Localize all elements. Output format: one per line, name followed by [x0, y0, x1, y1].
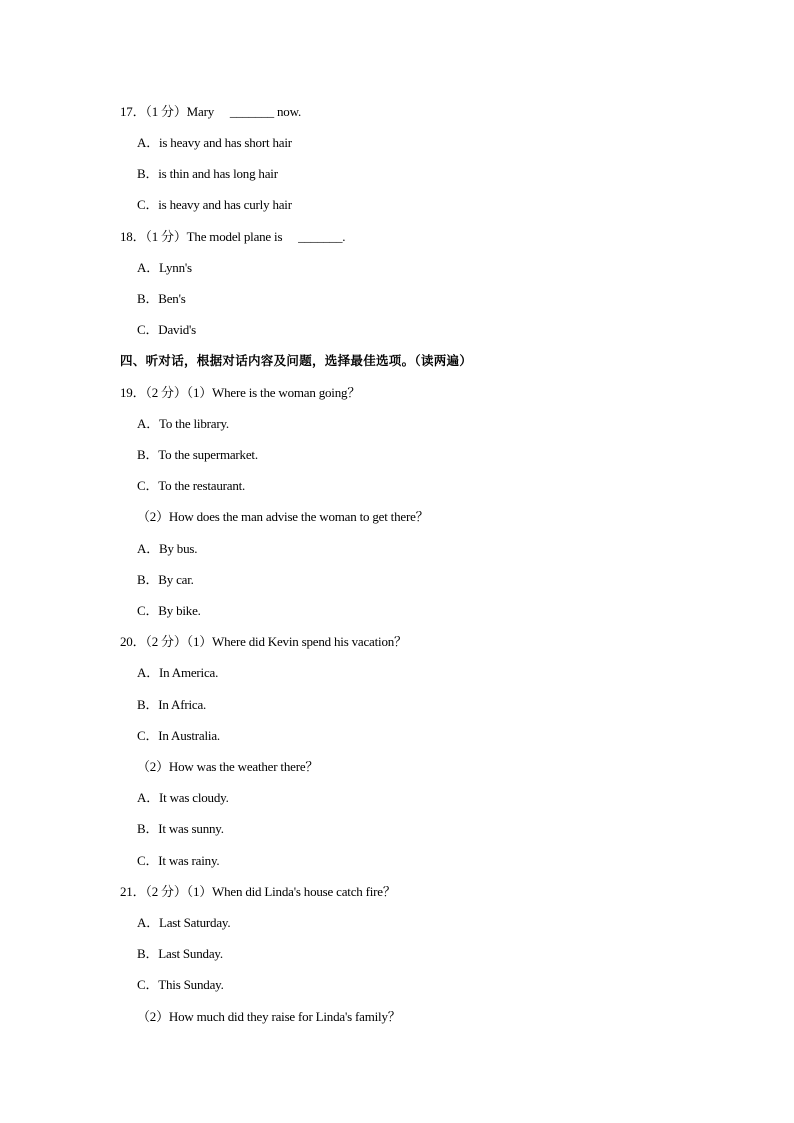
question-19-stem: 19．（2 分）（1）Where is the woman going？: [120, 385, 361, 400]
question-19-1-option-c: C．To the restaurant.: [137, 478, 246, 493]
question-21-1-option-a: A．Last Saturday.: [137, 915, 231, 930]
question-17-option-b: B．is thin and has long hair: [137, 166, 278, 181]
question-20-2-option-b: B．It was sunny.: [137, 821, 224, 836]
question-21-1-option-b: B．Last Sunday.: [137, 946, 223, 961]
question-19-1-option-b: B．To the supermarket.: [137, 447, 258, 462]
question-18-option-c: C．David's: [137, 322, 197, 337]
question-20-1-option-b: B．In Africa.: [137, 697, 207, 712]
section-4-heading: 四、听对话，根据对话内容及问题，选择最佳选项。（读两遍）: [120, 353, 473, 368]
question-17-option-c: C．is heavy and has curly hair: [137, 197, 292, 212]
question-21-stem: 21．（2 分）（1）When did Linda's house catch fire？: [120, 884, 396, 899]
question-19-sub-2: （2）How does the man advise the woman to get there？: [137, 509, 429, 524]
question-19-2-option-c: C．By bike.: [137, 603, 201, 618]
question-21-sub-2: （2）How much did they raise for Linda's family？: [137, 1009, 401, 1024]
question-19-1-option-a: A．To the library.: [137, 416, 229, 431]
question-20-1-option-c: C．In Australia.: [137, 728, 220, 743]
question-17-option-a: A．is heavy and has short hair: [137, 135, 292, 150]
question-19-2-option-b: B．By car.: [137, 572, 194, 587]
question-21-1-option-c: C．This Sunday.: [137, 977, 224, 992]
question-20-stem: 20．（2 分）（1）Where did Kevin spend his vacation？: [120, 634, 407, 649]
question-20-1-option-a: A．In America.: [137, 665, 219, 680]
question-20-2-option-a: A．It was cloudy.: [137, 790, 229, 805]
question-20-sub-2: （2）How was the weather there？: [137, 759, 319, 774]
question-18-option-b: B．Ben's: [137, 291, 186, 306]
question-20-2-option-c: C．It was rainy.: [137, 853, 220, 868]
question-19-2-option-a: A．By bus.: [137, 541, 198, 556]
question-18-stem: 18．（1 分）The model plane is _______.: [120, 229, 346, 244]
question-18-option-a: A．Lynn's: [137, 260, 192, 275]
question-17-stem: 17．（1 分）Mary _______ now.: [120, 104, 302, 119]
